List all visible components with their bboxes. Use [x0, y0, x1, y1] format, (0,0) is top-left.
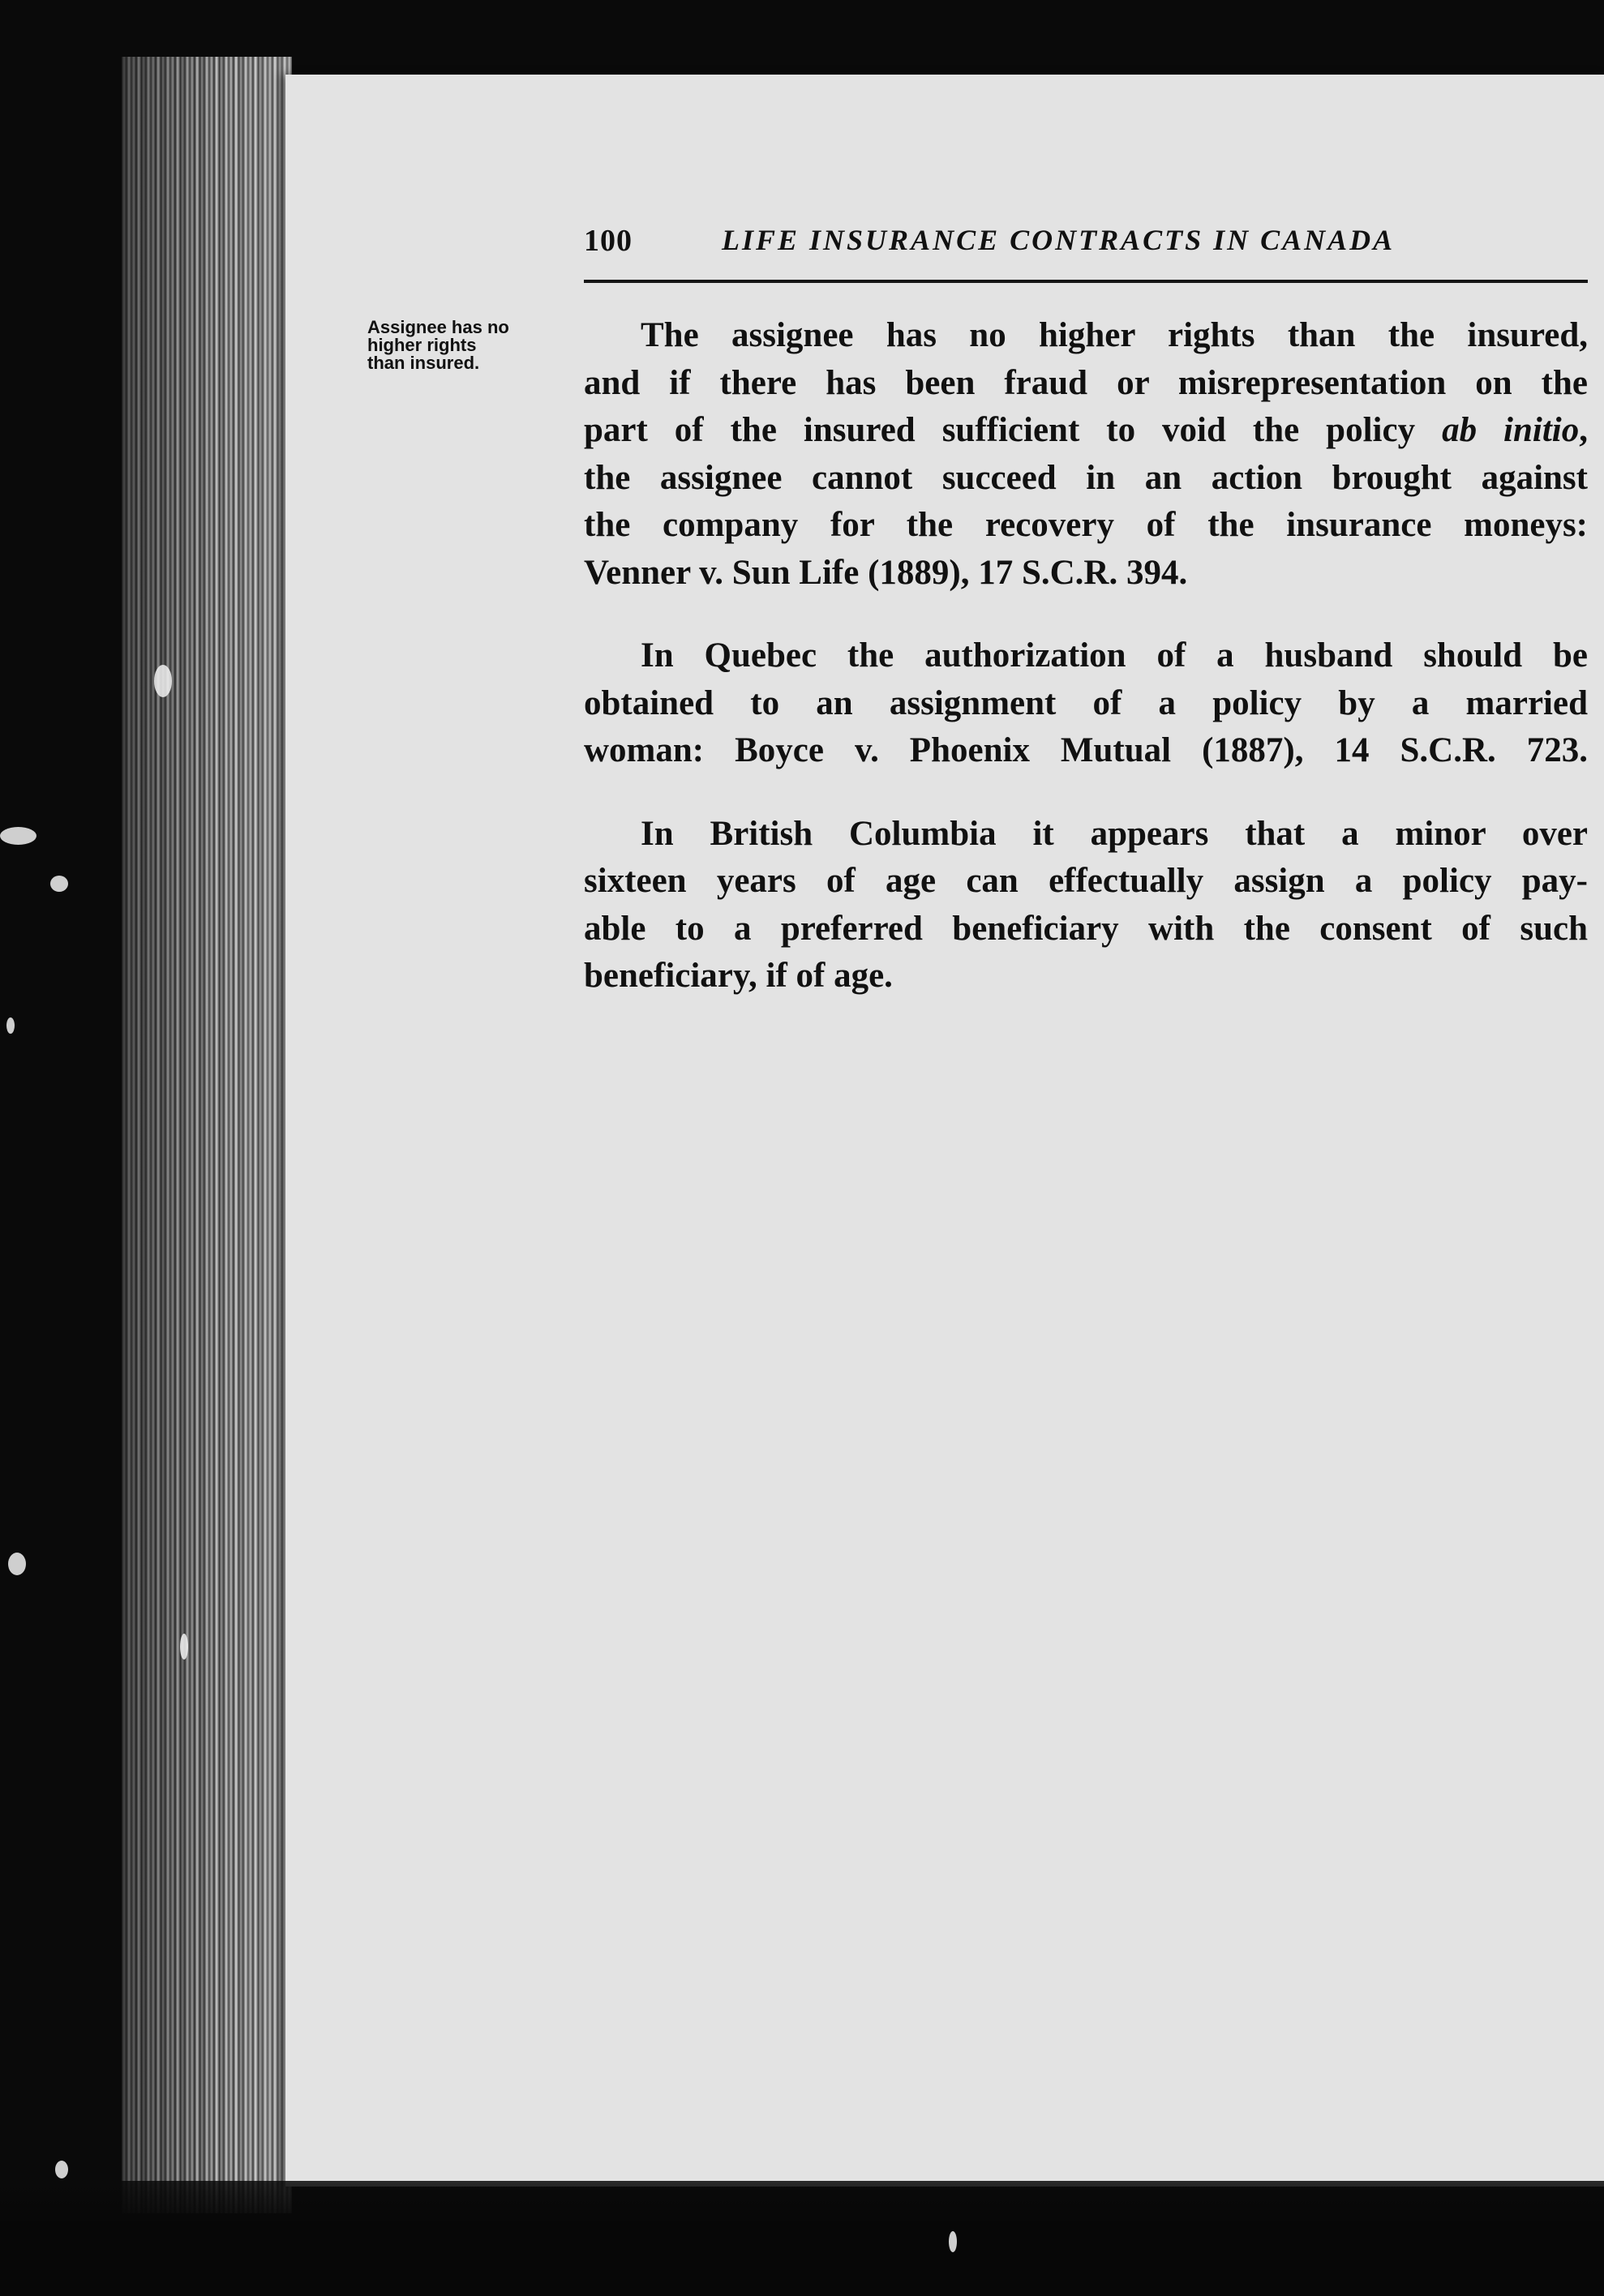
- page-edges-shadow: [122, 57, 292, 2213]
- text-line: Venner v. Sun Life (1889), 17 S.C.R. 394.: [584, 553, 1188, 592]
- text-line: woman: Boyce v. Phoenix Mutual (1887), 14 S.C.R. 723.: [584, 731, 1588, 769]
- speck: [55, 2161, 68, 2178]
- speck: [0, 827, 36, 845]
- margin-note: [367, 319, 574, 372]
- latin-phrase: ab initio: [1442, 411, 1580, 449]
- header-rule: [584, 280, 1588, 283]
- text-line: beneficiary, if of age.: [584, 957, 893, 995]
- text-line: In British Columbia it appears that a minor over: [641, 814, 1588, 853]
- text-line: The assignee has no higher rights than the insured,: [641, 316, 1588, 354]
- text-line: the company for the recovery of the insurance moneys:: [584, 506, 1588, 544]
- text-line: obtained to an assignment of a policy by a married: [584, 683, 1588, 722]
- paragraph: [584, 312, 1588, 597]
- margin-note-line: Assignee has no: [367, 317, 509, 337]
- running-header: [584, 223, 1588, 280]
- text-line: and if there has been fraud or misrepresentation on the: [584, 363, 1588, 402]
- paragraph: [584, 632, 1588, 775]
- text-line: the assignee cannot succeed in an action brought against: [584, 458, 1588, 497]
- page-number: 100: [584, 224, 633, 258]
- text-line: sixteen years of age can effectually assign a policy pay-: [584, 862, 1588, 900]
- bottom-shadow: [0, 2181, 1604, 2296]
- running-title: LIFE INSURANCE CONTRACTS IN CANADA: [722, 224, 1396, 256]
- speck: [8, 1553, 26, 1575]
- speck: [50, 876, 68, 892]
- margin-note-line: than insured.: [367, 353, 480, 373]
- text-line: able to a preferred beneficiary with the consent of such: [584, 909, 1588, 948]
- body-text: [584, 312, 1588, 1036]
- speck: [6, 1017, 15, 1034]
- margin-note-line: higher rights: [367, 335, 477, 355]
- text-line: In Quebec the authorization of a husband should be: [641, 636, 1588, 675]
- speck: [949, 2231, 957, 2252]
- text-line: part of the insured sufficient to void the policy ab initio,: [584, 411, 1588, 449]
- speck: [180, 1634, 188, 1660]
- speck: [154, 665, 172, 697]
- paragraph: [584, 811, 1588, 1000]
